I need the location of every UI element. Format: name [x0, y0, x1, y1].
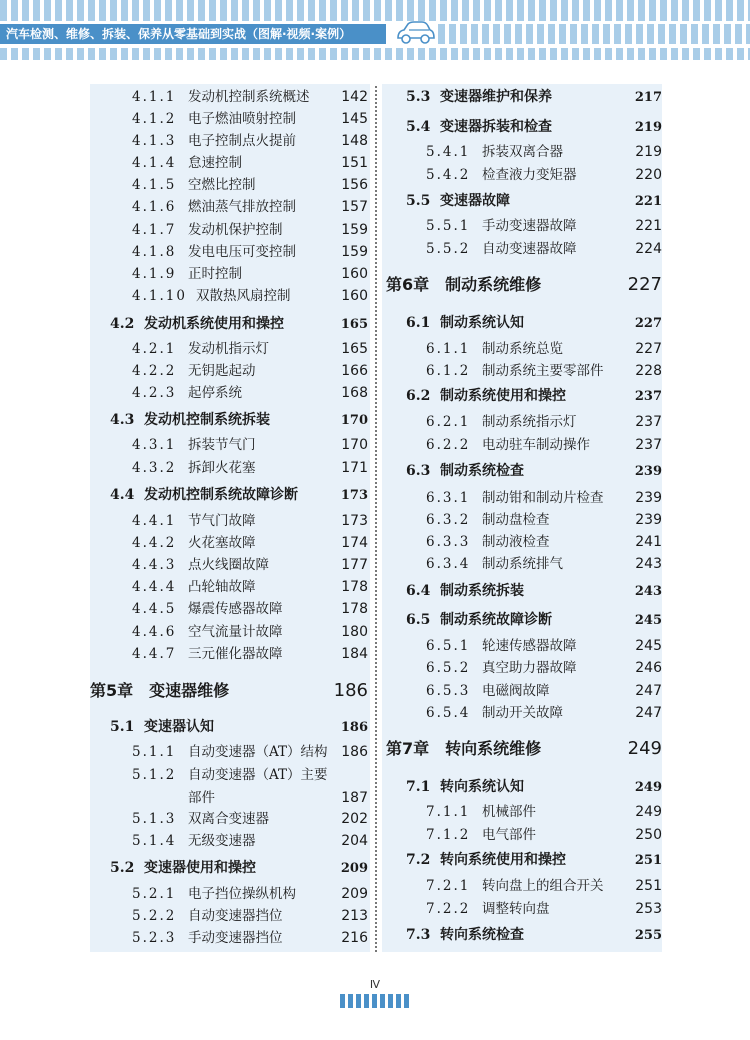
toc-entry[interactable]: 4.4.2 火花塞故障 174	[132, 535, 368, 551]
toc-entry[interactable]: 4.3.1 拆装节气门 170	[132, 437, 368, 453]
toc-section[interactable]: 6.1 制动系统认知 227	[406, 315, 662, 331]
toc-section[interactable]: 5.1 变速器认知 186	[110, 719, 368, 735]
toc-entry[interactable]: 5.1.2 自动变速器（AT）主要	[132, 767, 328, 783]
toc-entry[interactable]: 4.2.2 无钥匙起动 166	[132, 363, 368, 379]
header-stripes-top	[0, 0, 750, 21]
toc-section[interactable]: 5.5 变速器故障 221	[406, 193, 662, 209]
page-header	[0, 0, 750, 62]
toc-section[interactable]: 7.3 转向系统检查 255	[406, 927, 662, 943]
toc-entry[interactable]: 6.5.1 轮速传感器故障 245	[426, 638, 662, 654]
toc-entry[interactable]: 6.5.3 电磁阀故障 247	[426, 683, 662, 699]
toc-entry[interactable]: 5.2.2 自动变速器挡位 213	[132, 908, 368, 924]
toc-entry[interactable]: 4.2.3 起停系统 168	[132, 385, 368, 401]
toc-entry[interactable]: 4.1.5 空燃比控制 156	[132, 177, 368, 193]
toc-entry[interactable]: 6.3.1 制动钳和制动片检查 239	[426, 490, 662, 506]
toc-section[interactable]: 5.2 变速器使用和操控 209	[110, 860, 368, 876]
toc-entry[interactable]: 4.4.5 爆震传感器故障 178	[132, 601, 368, 617]
toc-entry[interactable]: 4.1.10 双散热风扇控制 160	[132, 288, 368, 304]
toc-entry[interactable]: 4.4.1 节气门故障 173	[132, 513, 368, 529]
toc-entry[interactable]: 4.4.7 三元催化器故障 184	[132, 646, 368, 662]
column-divider	[375, 86, 377, 952]
toc-entry[interactable]: 7.1.2 电气部件 250	[426, 827, 662, 843]
toc-entry[interactable]: 4.1.4 怠速控制 151	[132, 155, 368, 171]
toc-entry[interactable]: 5.2.1 电子挡位操纵机构 209	[132, 886, 368, 902]
toc-entry[interactable]: 6.3.3 制动液检查 241	[426, 534, 662, 550]
toc-entry[interactable]: 6.1.1 制动系统总览 227	[426, 341, 662, 357]
toc-section[interactable]: 6.4 制动系统拆装 243	[406, 583, 662, 599]
toc-entry[interactable]: 6.5.2 真空助力器故障 246	[426, 660, 662, 676]
toc-entry[interactable]: 4.4.3 点火线圈故障 177	[132, 557, 368, 573]
toc-chapter[interactable]: 第5章 变速器维修 186	[90, 680, 368, 701]
toc-entry[interactable]: 6.3.4 制动系统排气 243	[426, 556, 662, 572]
toc-entry[interactable]: 5.5.1 手动变速器故障 221	[426, 218, 662, 234]
toc-entry[interactable]: 4.1.1 发动机控制系统概述 142	[132, 89, 368, 105]
book-title: 汽车检测、维修、拆装、保养从零基础到实战（图解·视频·案例）	[6, 27, 352, 41]
toc-section[interactable]: 5.4 变速器拆装和检查 219	[406, 119, 662, 135]
header-stripes-right	[438, 24, 750, 44]
toc-entry[interactable]: 5.1.3 双离合变速器 202	[132, 811, 368, 827]
toc-entry[interactable]: 6.5.4 制动开关故障 247	[426, 705, 662, 721]
toc-entry[interactable]: 4.1.6 燃油蒸气排放控制 157	[132, 199, 368, 215]
toc-entry[interactable]: 5.2.3 手动变速器挡位 216	[132, 930, 368, 946]
toc-entry[interactable]: 5.4.1 拆装双离合器 219	[426, 144, 662, 160]
toc-section[interactable]: 4.3 发动机控制系统拆装 170	[110, 412, 368, 428]
toc-entry[interactable]: 4.4.6 空气流量计故障 180	[132, 624, 368, 640]
header-stripes-bottom	[0, 48, 750, 60]
toc-section[interactable]: 7.1 转向系统认知 249	[406, 779, 662, 795]
toc-entry[interactable]: 4.4.4 凸轮轴故障 178	[132, 579, 368, 595]
toc-chapter[interactable]: 第6章 制动系统维修 227	[386, 274, 662, 295]
toc-entry[interactable]: 6.3.2 制动盘检查 239	[426, 512, 662, 528]
toc-entry[interactable]: 5.1.4 无级变速器 204	[132, 833, 368, 849]
toc-entry[interactable]: 7.2.1 转向盘上的组合开关 251	[426, 878, 662, 894]
toc-entry[interactable]: 7.1.1 机械部件 249	[426, 804, 662, 820]
toc-entry[interactable]: 4.2.1 发动机指示灯 165	[132, 341, 368, 357]
toc-entry[interactable]: 4.1.2 电子燃油喷射控制 145	[132, 111, 368, 127]
toc-entry[interactable]: 4.3.2 拆卸火花塞 171	[132, 460, 368, 476]
toc-section[interactable]: 4.4 发动机控制系统故障诊断 173	[110, 487, 368, 503]
toc-chapter[interactable]: 第7章 转向系统维修 249	[386, 738, 662, 759]
car-icon	[394, 20, 436, 46]
toc-entry[interactable]: 5.1.1 自动变速器（AT）结构 186	[132, 744, 368, 760]
toc-section[interactable]: 6.2 制动系统使用和操控 237	[406, 388, 662, 404]
toc-section[interactable]: 6.3 制动系统检查 239	[406, 463, 662, 479]
toc-entry[interactable]: 6.1.2 制动系统主要零部件 228	[426, 363, 662, 379]
toc-entry[interactable]: 4.1.7 发动机保护控制 159	[132, 222, 368, 238]
toc-entry[interactable]: 6.2.2 电动驻车制动操作 237	[426, 437, 662, 453]
toc-entry-continuation: 部件 187	[188, 790, 368, 806]
toc-entry[interactable]: 4.1.3 电子控制点火提前 148	[132, 133, 368, 149]
toc-section[interactable]: 6.5 制动系统故障诊断 245	[406, 612, 662, 628]
toc-entry[interactable]: 4.1.8 发电电压可变控制 159	[132, 244, 368, 260]
footer-stripes	[340, 994, 412, 1008]
toc-section[interactable]: 7.2 转向系统使用和操控 251	[406, 852, 662, 868]
page-number: Ⅳ	[369, 978, 381, 991]
toc-entry[interactable]: 4.1.9 正时控制 160	[132, 266, 368, 282]
toc-entry[interactable]: 5.4.2 检查液力变矩器 220	[426, 167, 662, 183]
toc-section[interactable]: 5.3 变速器维护和保养 217	[406, 89, 662, 105]
toc-entry[interactable]: 5.5.2 自动变速器故障 224	[426, 241, 662, 257]
toc-entry[interactable]: 7.2.2 调整转向盘 253	[426, 901, 662, 917]
toc-section[interactable]: 4.2 发动机系统使用和操控 165	[110, 316, 368, 332]
toc-entry[interactable]: 6.2.1 制动系统指示灯 237	[426, 414, 662, 430]
